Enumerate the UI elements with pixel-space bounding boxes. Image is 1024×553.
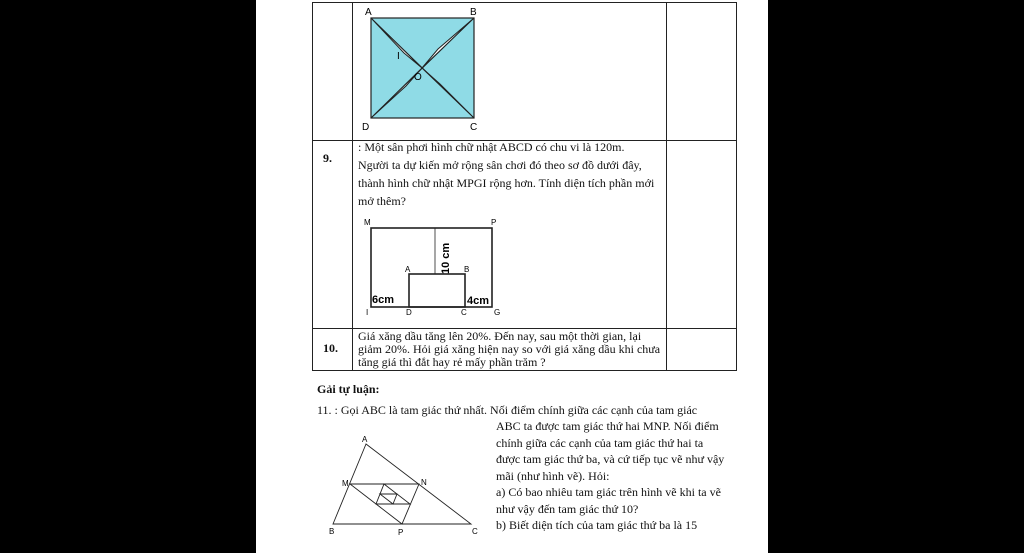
triangle-fourth [380, 494, 397, 504]
rectangle-abcd [409, 274, 465, 307]
label-g: G [494, 308, 501, 317]
table-border-left [312, 2, 313, 371]
document-page [256, 0, 768, 553]
table-border-bottom [312, 370, 737, 371]
problem-10-text [358, 330, 678, 369]
text-line: được tam giác thứ ba, và cứ tiếp tục vẽ như vậy [496, 452, 725, 466]
problem-11-number: 11. : [317, 403, 338, 417]
text-line: a) Có bao nhiêu tam giác trên hình vẽ khi ta vẽ [496, 485, 721, 499]
nested-triangles-figure [326, 432, 486, 540]
label-a: A [365, 7, 372, 18]
table-border-right [736, 2, 737, 371]
label-c: C [472, 527, 478, 536]
height-label: 10 cm [440, 242, 452, 274]
text-line: Người ta dự kiến mở rộng sân chơi đó theo sơ đồ dưới đây, [358, 158, 642, 172]
left-width-label: 6cm [372, 294, 395, 306]
label-b: B [470, 7, 477, 18]
label-o: O [414, 72, 422, 83]
label-i: I [366, 308, 369, 317]
text-line: thành hình chữ nhật MPGI rộng hơn. Tính diện tích phần mới [358, 176, 655, 190]
label-b: B [329, 527, 335, 536]
problem-9-number: 9. [323, 151, 332, 165]
label-a: A [405, 265, 411, 274]
text-line: mở thêm? [358, 194, 406, 208]
text-line: ABC ta được tam giác thứ hai MNP. Nối điểm [496, 419, 719, 433]
problem-11-first-line [317, 402, 757, 419]
text-line: b) Biết diện tích của tam giác thứ ba là 15 [496, 518, 698, 532]
table-column-divider [352, 2, 353, 371]
right-width-label: 4cm [467, 295, 490, 307]
label-m: M [364, 218, 371, 227]
problem-10-number: 10. [323, 341, 338, 355]
text-line: tăng giá thì đắt hay rẻ mấy phần trăm ? [358, 355, 546, 369]
label-a: A [362, 435, 368, 444]
label-c: C [470, 122, 478, 133]
label-n: N [421, 478, 427, 487]
section-heading: Gải tự luận: [317, 382, 380, 396]
text-line: Gọi ABC là tam giác thứ nhất. Nối điểm chính giữa các cạnh của tam giác [340, 403, 698, 417]
problem-11-text [496, 418, 764, 534]
text-line: Giá xăng dầu tăng lên 20%. Đến nay, sau một thời gian, lại [358, 329, 642, 343]
problem-9-text [358, 138, 678, 210]
label-c: C [461, 308, 467, 317]
label-p: P [398, 528, 404, 537]
label-i: I [397, 51, 400, 62]
label-p: P [491, 218, 497, 227]
rectangle-mpgi-figure [360, 214, 510, 320]
text-line: chính giữa các cạnh của tam giác thứ hai ta [496, 435, 704, 450]
label-d: D [362, 122, 370, 133]
label-d: D [406, 308, 412, 317]
text-line: : Một sân phơi hình chữ nhật ABCD có chu vi là 120m. [358, 140, 625, 154]
label-m: M [342, 479, 349, 488]
text-line: như vậy đến tam giác thứ 10? [496, 501, 639, 516]
text-line: giảm 20%. Hỏi giá xăng hiện nay so với giá xăng dầu khi chưa [358, 342, 661, 356]
label-b: B [464, 265, 470, 274]
table-border-top [312, 2, 737, 3]
square-pinwheel-figure [356, 4, 486, 134]
text-line: mãi (như hình vẽ). Hỏi: [496, 468, 610, 483]
